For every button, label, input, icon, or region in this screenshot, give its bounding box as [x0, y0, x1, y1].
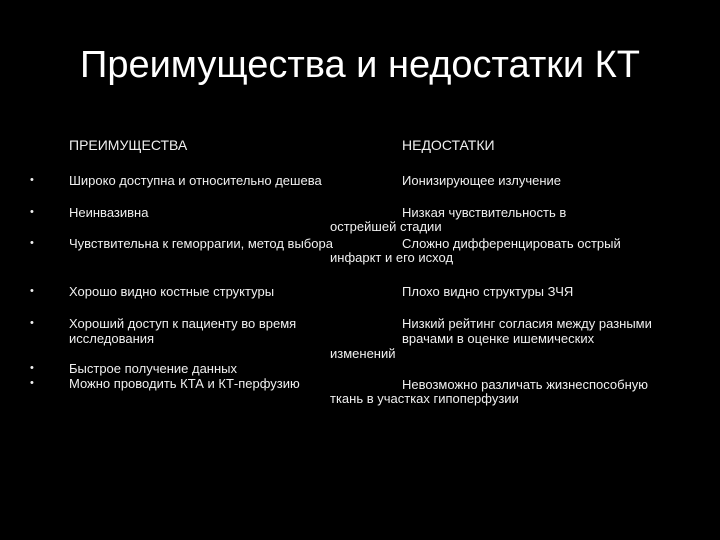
advantage-item: Чувствительна к геморрагии, метод выбора	[69, 236, 333, 251]
bullet-1: •	[30, 174, 34, 186]
advantage-item-continuation: исследования	[69, 331, 155, 346]
advantage-item: Неинвазивна	[69, 205, 149, 220]
disadvantage-item: Ионизирующее излучение	[402, 173, 562, 188]
bullet-6: •	[30, 362, 34, 374]
disadvantage-item: Плохо видно структуры ЗЧЯ	[402, 284, 574, 299]
bullet-3: •	[30, 237, 34, 249]
disadvantage-item-continuation: инфаркт и его исход	[330, 250, 454, 265]
disadvantage-item: Сложно дифференцировать острый	[402, 236, 621, 251]
disadvantage-item: Низкая чувствительность в	[402, 205, 567, 220]
disadvantage-item: Низкий рейтинг согласия между разными	[402, 316, 652, 331]
disadvantages-header: НЕДОСТАТКИ	[402, 137, 495, 153]
disadvantage-item: Невозможно различать жизнеспособную	[402, 377, 649, 392]
advantage-item: Широко доступна и относительно дешева	[69, 173, 322, 188]
slide-title: Преимущества и недостатки КТ	[80, 44, 640, 86]
advantages-header: ПРЕИМУЩЕСТВА	[69, 137, 188, 153]
advantage-item: Хорошо видно костные структуры	[69, 284, 275, 299]
disadvantage-item-continuation: острейшей стадии	[330, 219, 442, 234]
advantage-item: Хороший доступ к пациенту во время	[69, 316, 297, 331]
bullet-7: •	[30, 377, 34, 389]
bullet-2: •	[30, 206, 34, 218]
disadvantage-item-continuation: врачами в оценке ишемических	[402, 331, 595, 346]
advantage-item: Можно проводить КТА и КТ-перфузию	[69, 376, 300, 391]
bullet-4: •	[30, 285, 34, 297]
disadvantage-item-continuation: ткань в участках гипоперфузии	[330, 391, 519, 406]
bullet-5: •	[30, 317, 34, 329]
disadvantage-item-continuation: изменений	[330, 346, 396, 361]
advantage-item: Быстрое получение данных	[69, 361, 238, 376]
